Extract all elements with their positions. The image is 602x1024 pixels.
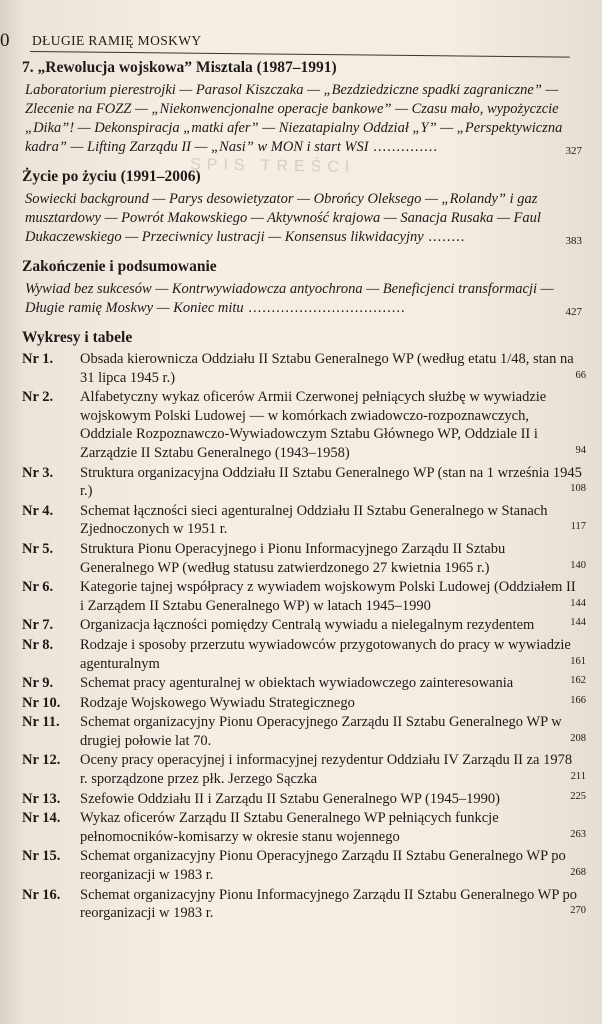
figures-list bbox=[22, 350, 586, 923]
figure-entry bbox=[22, 540, 586, 577]
figure-entry bbox=[22, 790, 586, 809]
figure-number: Nr 3. bbox=[22, 464, 54, 481]
figure-number: Nr 2. bbox=[22, 389, 54, 406]
figure-title: Wykaz oficerów Zarządu II Sztabu Generalnego WP pełniących funkcje pełnomocników-komisarzy w okresie stanu wojennego bbox=[80, 810, 499, 845]
chapter-summary bbox=[22, 190, 582, 247]
figure-page-ref: 144 bbox=[570, 617, 586, 629]
figure-entry bbox=[22, 464, 586, 501]
figure-page-ref: 270 bbox=[570, 905, 586, 917]
chapter-entry bbox=[22, 257, 582, 318]
figure-entry bbox=[22, 674, 586, 693]
figure-entry bbox=[22, 616, 586, 635]
faded-stamp-text: SPIS TREŚCI bbox=[189, 156, 356, 177]
figure-title: Schemat łączności sieci agenturalnej Oddziału II Sztabu Generalnego w Stanach Zjednoczonych w 1951 r. bbox=[80, 502, 548, 538]
figure-page-ref: 94 bbox=[575, 444, 586, 456]
figure-title: Schemat organizacyjny Pionu Operacyjnego Zarządu II Sztabu Generalnego WP po reorganizacji w 1983 r. bbox=[80, 848, 566, 884]
figure-title: Schemat organizacyjny Pionu Informacyjnego Zarządu II Sztabu Generalnego WP po reorganizacji w 1983 r. bbox=[80, 886, 578, 922]
figure-number: Nr 12. bbox=[22, 752, 61, 769]
chapter-entry bbox=[22, 58, 582, 157]
figure-page-ref: 263 bbox=[570, 828, 586, 840]
figure-entry bbox=[22, 847, 586, 884]
figures-section-title: Wykresy i tabele bbox=[22, 329, 133, 346]
figure-entry bbox=[22, 350, 586, 387]
figure-entry bbox=[22, 502, 586, 539]
figure-entry bbox=[22, 636, 586, 673]
dot-leader: .............. bbox=[368, 139, 439, 155]
figure-title: Rodzaje i sposoby przerzutu wywiadowców przygotowanych do pracy w wywiadzie agenturalnym bbox=[80, 636, 571, 672]
running-head-title: DŁUGIE RAMIĘ MOSKWY bbox=[32, 33, 202, 48]
chapter-entry bbox=[22, 167, 582, 247]
chapter-summary-text: Laboratorium pierestrojki — Parasol Kiszczaka — „Bezdziedziczne spadki zagraniczne” — Zlecenie na FOZZ — „Niekonwencjonalne operacje bankowe” — Czasu mało, wypożyczcie „Dika”! — Dekonspiracja „matki afer” — Niezatapialny Oddział „Y” — „Perspektywiczna kadra” — Lifting Zarządu II — „Nasi” w MON i start WSI bbox=[25, 82, 563, 155]
figure-number: Nr 9. bbox=[22, 675, 54, 692]
figure-page-ref: 211 bbox=[570, 771, 586, 783]
chapter-title: Życie po życiu (1991–2006) bbox=[22, 168, 201, 185]
figure-title: Obsada kierownicza Oddziału II Sztabu Generalnego WP (według etatu 1/48, stan na 31 lipca 1945 r.) bbox=[80, 351, 574, 386]
figure-title: Oceny pracy operacyjnej i informacyjnej rezydentur Oddziału IV Zarządu II za 1978 r. sporządzone przez płk. Jerzego Sączka bbox=[80, 752, 573, 788]
chapter-page-ref: 427 bbox=[565, 306, 582, 318]
dot-leader: ........ bbox=[423, 229, 466, 245]
figure-title: Rodzaje Wojskowego Wywiadu Strategicznego bbox=[80, 694, 355, 711]
figure-page-ref: 66 bbox=[575, 369, 586, 381]
figure-number: Nr 6. bbox=[22, 579, 54, 596]
figure-entry bbox=[22, 713, 586, 750]
figure-page-ref: 208 bbox=[570, 732, 586, 744]
figure-title: Szefowie Oddziału II i Zarządu II Sztabu Generalnego WP (1945–1990) bbox=[80, 790, 500, 807]
figure-title: Organizacja łączności pomiędzy Centralą wywiadu a nielegalnym rezydentem bbox=[80, 617, 535, 634]
figure-page-ref: 140 bbox=[570, 559, 586, 571]
figure-entry bbox=[22, 809, 586, 846]
figure-entry bbox=[22, 388, 586, 462]
figure-number: Nr 15. bbox=[22, 848, 61, 865]
figure-page-ref: 117 bbox=[570, 521, 586, 533]
figure-page-ref: 144 bbox=[570, 597, 586, 609]
figure-page-ref: 108 bbox=[570, 483, 586, 495]
figure-number: Nr 8. bbox=[22, 636, 54, 653]
chapter-title: 7. „Rewolucja wojskowa” Misztala (1987–1991) bbox=[22, 59, 337, 76]
figure-title: Alfabetyczny wykaz oficerów Armii Czerwonej pełniących służbę w wywiadzie wojskowym Polski Ludowej — w komórkach zwiadowczo-rozpoznawczych, Oddziale Rozpoznawczo-Wywiadowczym Sztabu Głównego WP, Oddziale II i Zarządzie II Sztabu Generalnego (1943–1958) bbox=[80, 389, 547, 461]
figure-page-ref: 225 bbox=[570, 790, 586, 802]
figure-number: Nr 4. bbox=[22, 502, 54, 519]
toc-content bbox=[22, 58, 586, 924]
figure-number: Nr 7. bbox=[22, 617, 54, 634]
figure-title: Schemat organizacyjny Pionu Operacyjnego Zarządu II Sztabu Generalnego WP w drugiej połowie lat 70. bbox=[80, 714, 562, 749]
figure-page-ref: 166 bbox=[570, 694, 586, 706]
figure-entry bbox=[22, 694, 586, 713]
chapter-summary bbox=[22, 280, 582, 318]
dot-leader: .................................. bbox=[243, 300, 406, 316]
figure-entry bbox=[22, 751, 586, 788]
figure-page-ref: 161 bbox=[570, 655, 586, 667]
chapter-summary-text: Wywiad bez sukcesów — Kontrwywiadowcza antyochrona — Beneficjenci transformacji — Długie ramię Moskwy — Koniec mitu bbox=[25, 281, 554, 316]
figure-number: Nr 5. bbox=[22, 540, 54, 557]
page-number: 0 bbox=[0, 30, 10, 51]
figure-entry bbox=[22, 886, 586, 923]
figure-title: Schemat pracy agenturalnej w obiektach wywiadowczego zainteresowania bbox=[80, 675, 514, 692]
chapter-page-ref: 327 bbox=[565, 145, 582, 157]
running-head-rule bbox=[30, 51, 570, 58]
figure-page-ref: 162 bbox=[570, 675, 586, 687]
figure-entry bbox=[22, 578, 586, 615]
figure-number: Nr 13. bbox=[22, 790, 61, 807]
figure-number: Nr 10. bbox=[22, 694, 61, 711]
figure-title: Struktura Pionu Operacyjnego i Pionu Informacyjnego Zarządu II Sztabu Generalnego WP (według statusu zatwierdzonego 27 kwietnia 1965 r.) bbox=[80, 540, 506, 576]
figure-number: Nr 11. bbox=[22, 714, 60, 731]
running-head bbox=[0, 30, 602, 52]
figure-title: Struktura organizacyjna Oddziału II Sztabu Generalnego WP (stan na 1 września 1945 r.) bbox=[80, 464, 582, 500]
chapter-summary bbox=[22, 81, 582, 157]
figure-title: Kategorie tajnej współpracy z wywiadem wojskowym Polski Ludowej (Oddziałem II i Zarządem II Sztabu Generalnego WP) w latach 1945–1990 bbox=[80, 579, 576, 614]
figure-number: Nr 1. bbox=[22, 351, 54, 367]
figure-number: Nr 16. bbox=[22, 886, 61, 903]
figure-number: Nr 14. bbox=[22, 810, 61, 827]
figure-page-ref: 268 bbox=[570, 867, 586, 879]
chapter-summary-text: Sowiecki background — Parys desowietyzator — Obrońcy Oleksego — „Rolandy” i gaz musztardowy — Powrót Makowskiego — Aktywność krajowa — Sanacja Rusaka — Faul Dukaczewskiego — Przeciwnicy lustracji — Konsensus likwidacyjny bbox=[25, 191, 541, 245]
chapter-title: Zakończenie i podsumowanie bbox=[22, 258, 217, 275]
chapter-page-ref: 383 bbox=[565, 235, 582, 247]
